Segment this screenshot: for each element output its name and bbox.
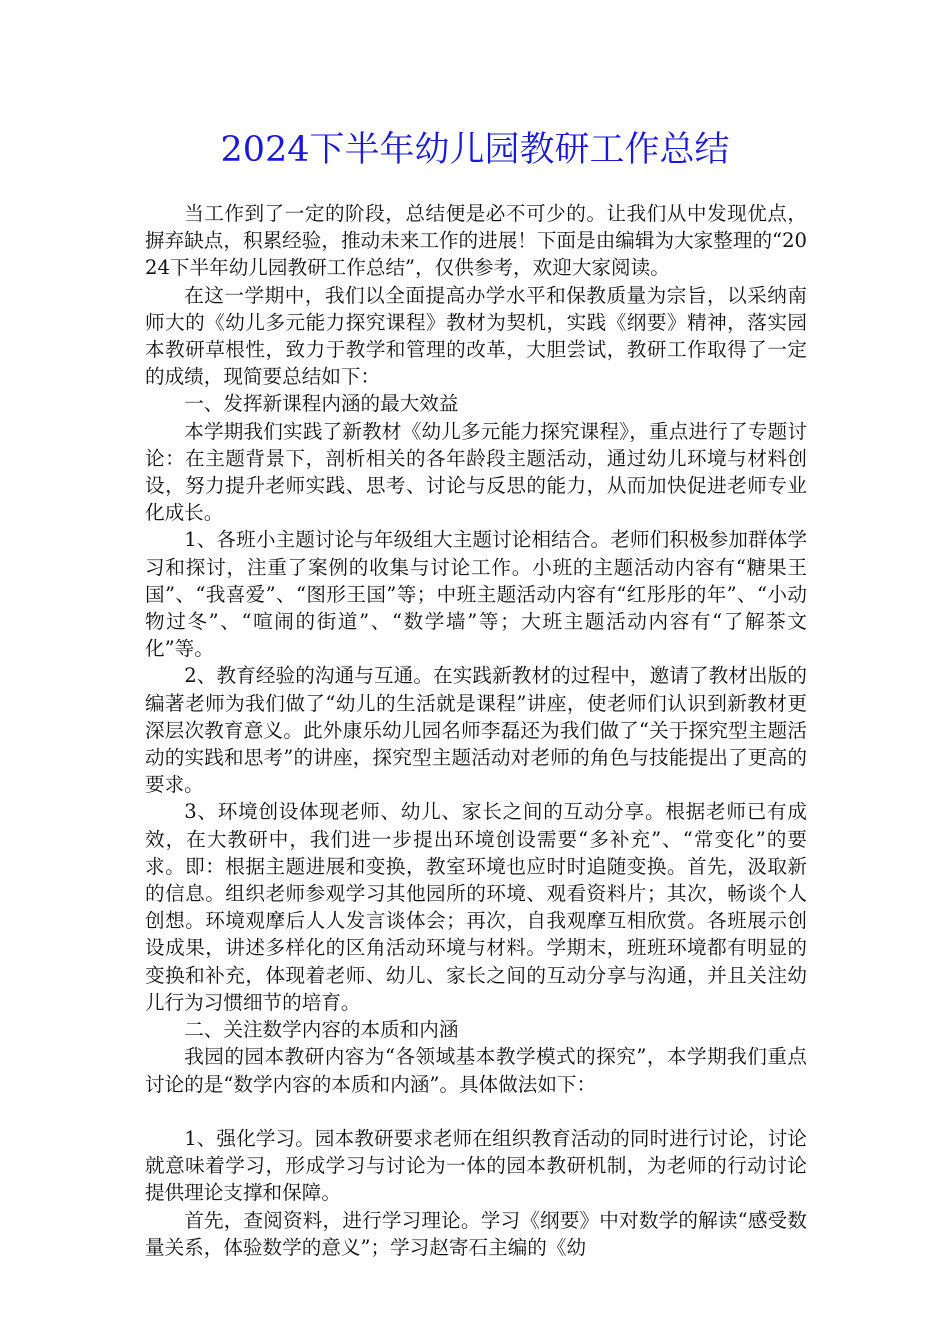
paragraph-section-2-item-1: 1、强化学习。园本教研要求老师在组织教育活动的同时进行讨论，讨论就意味着学习，形成学习与讨论为一体的园本教研机制，为老师的行动讨论提供理论支撑和保障。 xyxy=(145,1126,807,1205)
paragraph-intro: 当工作到了一定的阶段，总结便是必不可少的。让我们从中发现优点，摒弃缺点，积累经验，推动未来工作的进展！下面是由编辑为大家整理的“2024下半年幼儿园教研工作总结”，仅供参考，欢迎大家阅读。 xyxy=(145,202,807,280)
section-heading-2: 二、关注数学内容的本质和内涵 xyxy=(184,1018,459,1042)
section-heading-1: 一、发挥新课程内涵的最大效益 xyxy=(184,392,459,416)
paragraph-section-1-item-3: 3、环境创设体现老师、幼儿、家长之间的互动分享。根据老师已有成效，在大教研中，我们进一步提出环境创设需要“多补充”、“常变化”的要求。即：根据主题进展和变换，教室环境也应时时追随变换。首先，汲取新的信息。组织老师参观学习其他园所的环境、观看资料片；其次，畅谈个人创想。环境观摩后人人发言谈体会；再次，自我观摩互相欣赏。各班展示创设成果，讲述多样化的区角活动环境与材料。学期末，班班环境都有明显的变换和补充，体现着老师、幼儿、家长之间的互动分享与沟通，并且关注幼儿行为习惯细节的培育。 xyxy=(145,800,807,1014)
paragraph-overview: 在这一学期中，我们以全面提高办学水平和保教质量为宗旨，以采纳南师大的《幼儿多元能力探究课程》教材为契机，实践《纲要》精神，落实园本教研草根性，致力于教学和管理的改革，大胆尝试，教研工作取得了一定的成绩，现简要总结如下： xyxy=(145,283,807,389)
paragraph-section-1-item-2: 2、教育经验的沟通与互通。在实践新教材的过程中，邀请了教材出版的编著老师为我们做了“幼儿的生活就是课程”讲座，使老师们认识到新教材更深层次教育意义。此外康乐幼儿园名师李磊还为我们做了“关于探究型主题活动的实践和思考”的讲座，探究型主题活动对老师的角色与技能提出了更高的要求。 xyxy=(145,664,807,797)
paragraph-section-1-item-1: 1、各班小主题讨论与年级组大主题讨论相结合。老师们积极参加群体学习和探讨，注重了案例的收集与讨论工作。小班的主题活动内容有“糖果王国”、“我喜爱”、“图形王国”等；中班主题活动内容有“红彤彤的年”、“小动物过冬”、“喧闹的街道”、“数学墙”等；大班主题活动内容有“了解茶文化”等。 xyxy=(145,528,807,661)
paragraph-section-2-intro: 我园的园本教研内容为“各领域基本教学模式的探究”，本学期我们重点讨论的是“数学内容的本质和内涵”。具体做法如下： xyxy=(145,1045,807,1096)
paragraph-section-1-intro: 本学期我们实践了新教材《幼儿多元能力探究课程》，重点进行了专题讨论：在主题背景下，剖析相关的各年龄段主题活动，通过幼儿环境与材料创设，努力提升老师实践、思考、讨论与反思的能力，从而加快促进老师专业化成长。 xyxy=(145,419,807,525)
blank-line xyxy=(145,1098,807,1125)
document-body xyxy=(145,200,807,1261)
paragraph-section-2-item-1-detail: 首先，查阅资料，进行学习理论。学习《纲要》中对数学的解读“感受数量关系，体验数学的意义”；学习赵寄石主编的《幼 xyxy=(145,1208,807,1259)
document-title: 2024下半年幼儿园教研工作总结 xyxy=(220,130,730,170)
